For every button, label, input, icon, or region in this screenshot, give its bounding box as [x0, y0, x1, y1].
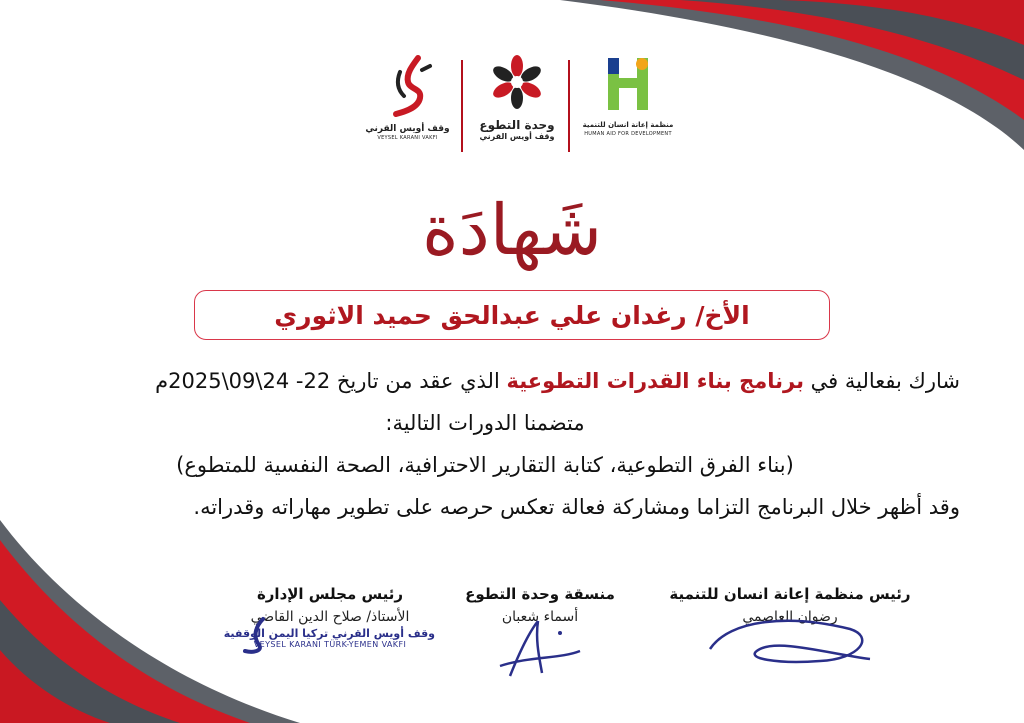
signature-role: منسقة وحدة التطوع	[465, 585, 615, 603]
volunteer-unit-name: وحدة التطوع	[479, 118, 555, 132]
program-name: برنامج بناء القدرات التطوعية	[506, 369, 804, 393]
recipient-box	[194, 290, 830, 340]
human-aid-h-icon	[598, 52, 658, 116]
veysel-karani-emblem-icon	[378, 52, 438, 120]
signature-person: الأستاذ/ صلاح الدين القاضي	[250, 609, 410, 625]
volunteer-flower-icon	[487, 52, 547, 116]
signature-role: رئيس منظمة إعانة انسان للتنمية	[669, 585, 911, 603]
body-line-1-before: شارك بفعالية في	[803, 369, 960, 393]
signature-person: أسماء شعبان	[501, 609, 579, 625]
veysel-karani-name: وقف أويس القرني	[365, 124, 450, 134]
signature-person: رضوان العاصمي	[742, 609, 838, 625]
signature-block-volunteer-coordinator	[440, 585, 640, 685]
stamp-org-latin: VEYSEL KARANI TÜRK-YEMEN VAKFI	[253, 640, 407, 649]
stamp-emblem-icon	[233, 615, 293, 655]
body-line-4: وقد أظهر خلال البرنامج التزاما ومشاركة فعالة تعكس حرصه على تطوير مهاراته وقدراته.	[193, 495, 960, 519]
human-aid-latin: HUMAN AID FOR DEVELOPMENT	[584, 131, 672, 137]
signature-scribble	[480, 611, 600, 681]
veysel-karani-logo	[360, 52, 455, 141]
logo-separator	[461, 60, 463, 152]
volunteer-unit-logo	[472, 52, 562, 142]
signature-block-board-chair	[225, 585, 435, 649]
certificate-body	[70, 360, 960, 528]
volunteer-unit-sub: وقف أويس القرني	[479, 132, 555, 141]
certificate-title: شَهادَة	[421, 189, 603, 271]
recipient-name: الأخ/ رغدان علي عبدالحق حميد الاثوري	[274, 300, 750, 330]
logo-separator	[568, 60, 570, 152]
signature-block-org-head	[650, 585, 930, 683]
stamp-org-name: وقف أويس القرني تركيا اليمن الوقفية	[223, 627, 435, 640]
signature-role: رئيس مجلس الإدارة	[256, 585, 404, 603]
human-aid-logo	[578, 52, 678, 137]
veysel-karani-latin: VEYSEL KARANI VAKFI	[377, 135, 438, 141]
body-line-2: متضمنا الدورات التالية:	[385, 411, 585, 435]
body-line-1	[70, 360, 960, 402]
courses-list: (بناء الفرق التطوعية، كتابة التقارير الاحترافية، الصحة النفسية للمتطوع)	[176, 453, 794, 477]
logo-bar	[360, 52, 680, 162]
human-aid-name: منظمة إعانة انسان للتنمية	[582, 121, 674, 129]
body-line-1-after: الذي عقد من تاريخ 22- 24\09\2025م	[155, 369, 507, 393]
signature-scribble	[700, 609, 880, 679]
